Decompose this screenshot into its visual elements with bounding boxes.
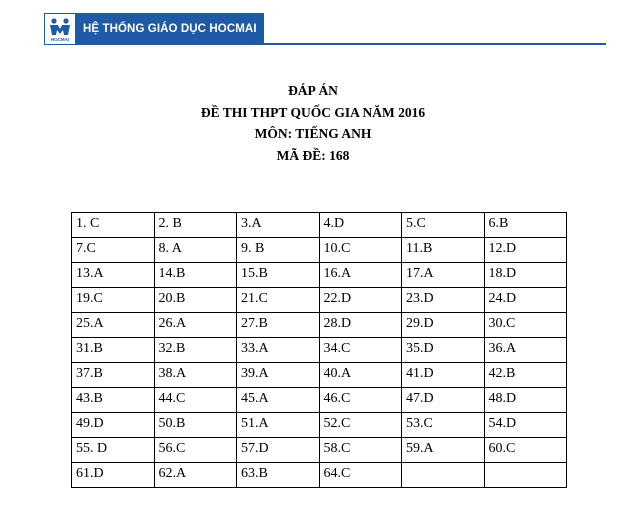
answer-cell: 63.B <box>237 463 320 488</box>
title-exam-code: MÃ ĐỀ: 168 <box>276 147 350 163</box>
answer-cell: 41.D <box>402 363 485 388</box>
answer-cell: 32.B <box>154 338 237 363</box>
answer-cell: 53.C <box>402 413 485 438</box>
answer-cell: 7.C <box>72 238 155 263</box>
answer-cell: 47.D <box>402 388 485 413</box>
answer-cell: 6.B <box>484 213 567 238</box>
answer-cell: 17.A <box>402 263 485 288</box>
answer-cell: 3.A <box>237 213 320 238</box>
answer-cell: 37.B <box>72 363 155 388</box>
title-subject: MÔN: TIẾNG ANH <box>254 126 372 141</box>
answer-cell: 36.A <box>484 338 567 363</box>
answer-cell: 54.D <box>484 413 567 438</box>
answer-cell: 57.D <box>237 438 320 463</box>
people-logo-icon <box>47 16 73 42</box>
answer-cell: 5.C <box>402 213 485 238</box>
answer-cell: 34.C <box>319 338 402 363</box>
logo-text: HOCMAI <box>50 37 70 42</box>
answer-cell: 8. A <box>154 238 237 263</box>
table-row <box>72 213 567 238</box>
answer-cell: 39.A <box>237 363 320 388</box>
answer-cell: 11.B <box>402 238 485 263</box>
answer-cell: 13.A <box>72 263 155 288</box>
answer-cell: 50.B <box>154 413 237 438</box>
answer-cell: 19.C <box>72 288 155 313</box>
answer-cell: 51.A <box>237 413 320 438</box>
table-row <box>72 338 567 363</box>
answer-table <box>71 212 567 488</box>
answer-cell: 15.B <box>237 263 320 288</box>
title-exam-name: ĐỀ THI THPT QUỐC GIA NĂM 2016 <box>200 104 426 120</box>
answer-cell: 9. B <box>237 238 320 263</box>
answer-cell: 30.C <box>484 313 567 338</box>
table-row <box>72 288 567 313</box>
answer-cell: 40.A <box>319 363 402 388</box>
title-answer-key: ĐÁP ÁN <box>288 83 338 98</box>
answer-cell: 44.C <box>154 388 237 413</box>
answer-cell: 46.C <box>319 388 402 413</box>
answer-cell: 10.C <box>319 238 402 263</box>
answer-cell: 18.D <box>484 263 567 288</box>
answer-cell: 2. B <box>154 213 237 238</box>
answer-cell: 12.D <box>484 238 567 263</box>
table-row <box>72 363 567 388</box>
answer-cell: 56.C <box>154 438 237 463</box>
header-title: HỆ THỐNG GIÁO DỤC HOCMAI <box>83 23 257 35</box>
answer-cell: 4.D <box>319 213 402 238</box>
answer-cell: 45.A <box>237 388 320 413</box>
answer-cell <box>484 463 567 488</box>
table-row <box>72 263 567 288</box>
answer-cell: 61.D <box>72 463 155 488</box>
answer-cell: 55. D <box>72 438 155 463</box>
hocmai-logo <box>45 14 75 44</box>
answer-cell: 14.B <box>154 263 237 288</box>
answer-cell: 42.B <box>484 363 567 388</box>
answer-cell: 21.C <box>237 288 320 313</box>
brand-header <box>44 13 264 45</box>
answer-cell: 1. C <box>72 213 155 238</box>
answer-cell <box>402 463 485 488</box>
answer-cell: 26.A <box>154 313 237 338</box>
answer-cell: 16.A <box>319 263 402 288</box>
answer-cell: 33.A <box>237 338 320 363</box>
answer-cell: 48.D <box>484 388 567 413</box>
answer-cell: 25.A <box>72 313 155 338</box>
answer-cell: 60.C <box>484 438 567 463</box>
answer-cell: 59.A <box>402 438 485 463</box>
answer-cell: 31.B <box>72 338 155 363</box>
answer-cell: 24.D <box>484 288 567 313</box>
answer-cell: 43.B <box>72 388 155 413</box>
answer-cell: 49.D <box>72 413 155 438</box>
table-row <box>72 463 567 488</box>
answer-cell: 23.D <box>402 288 485 313</box>
table-row <box>72 238 567 263</box>
table-row <box>72 413 567 438</box>
answer-cell: 22.D <box>319 288 402 313</box>
answer-cell: 52.C <box>319 413 402 438</box>
header-rule <box>264 43 606 45</box>
answer-cell: 38.A <box>154 363 237 388</box>
answer-cell: 27.B <box>237 313 320 338</box>
answer-cell: 58.C <box>319 438 402 463</box>
table-row <box>72 438 567 463</box>
table-row <box>72 388 567 413</box>
table-row <box>72 313 567 338</box>
answer-cell: 28.D <box>319 313 402 338</box>
answer-cell: 62.A <box>154 463 237 488</box>
answer-cell: 20.B <box>154 288 237 313</box>
document-titles <box>0 80 626 166</box>
answer-cell: 29.D <box>402 313 485 338</box>
answer-cell: 35.D <box>402 338 485 363</box>
answer-cell: 64.C <box>319 463 402 488</box>
